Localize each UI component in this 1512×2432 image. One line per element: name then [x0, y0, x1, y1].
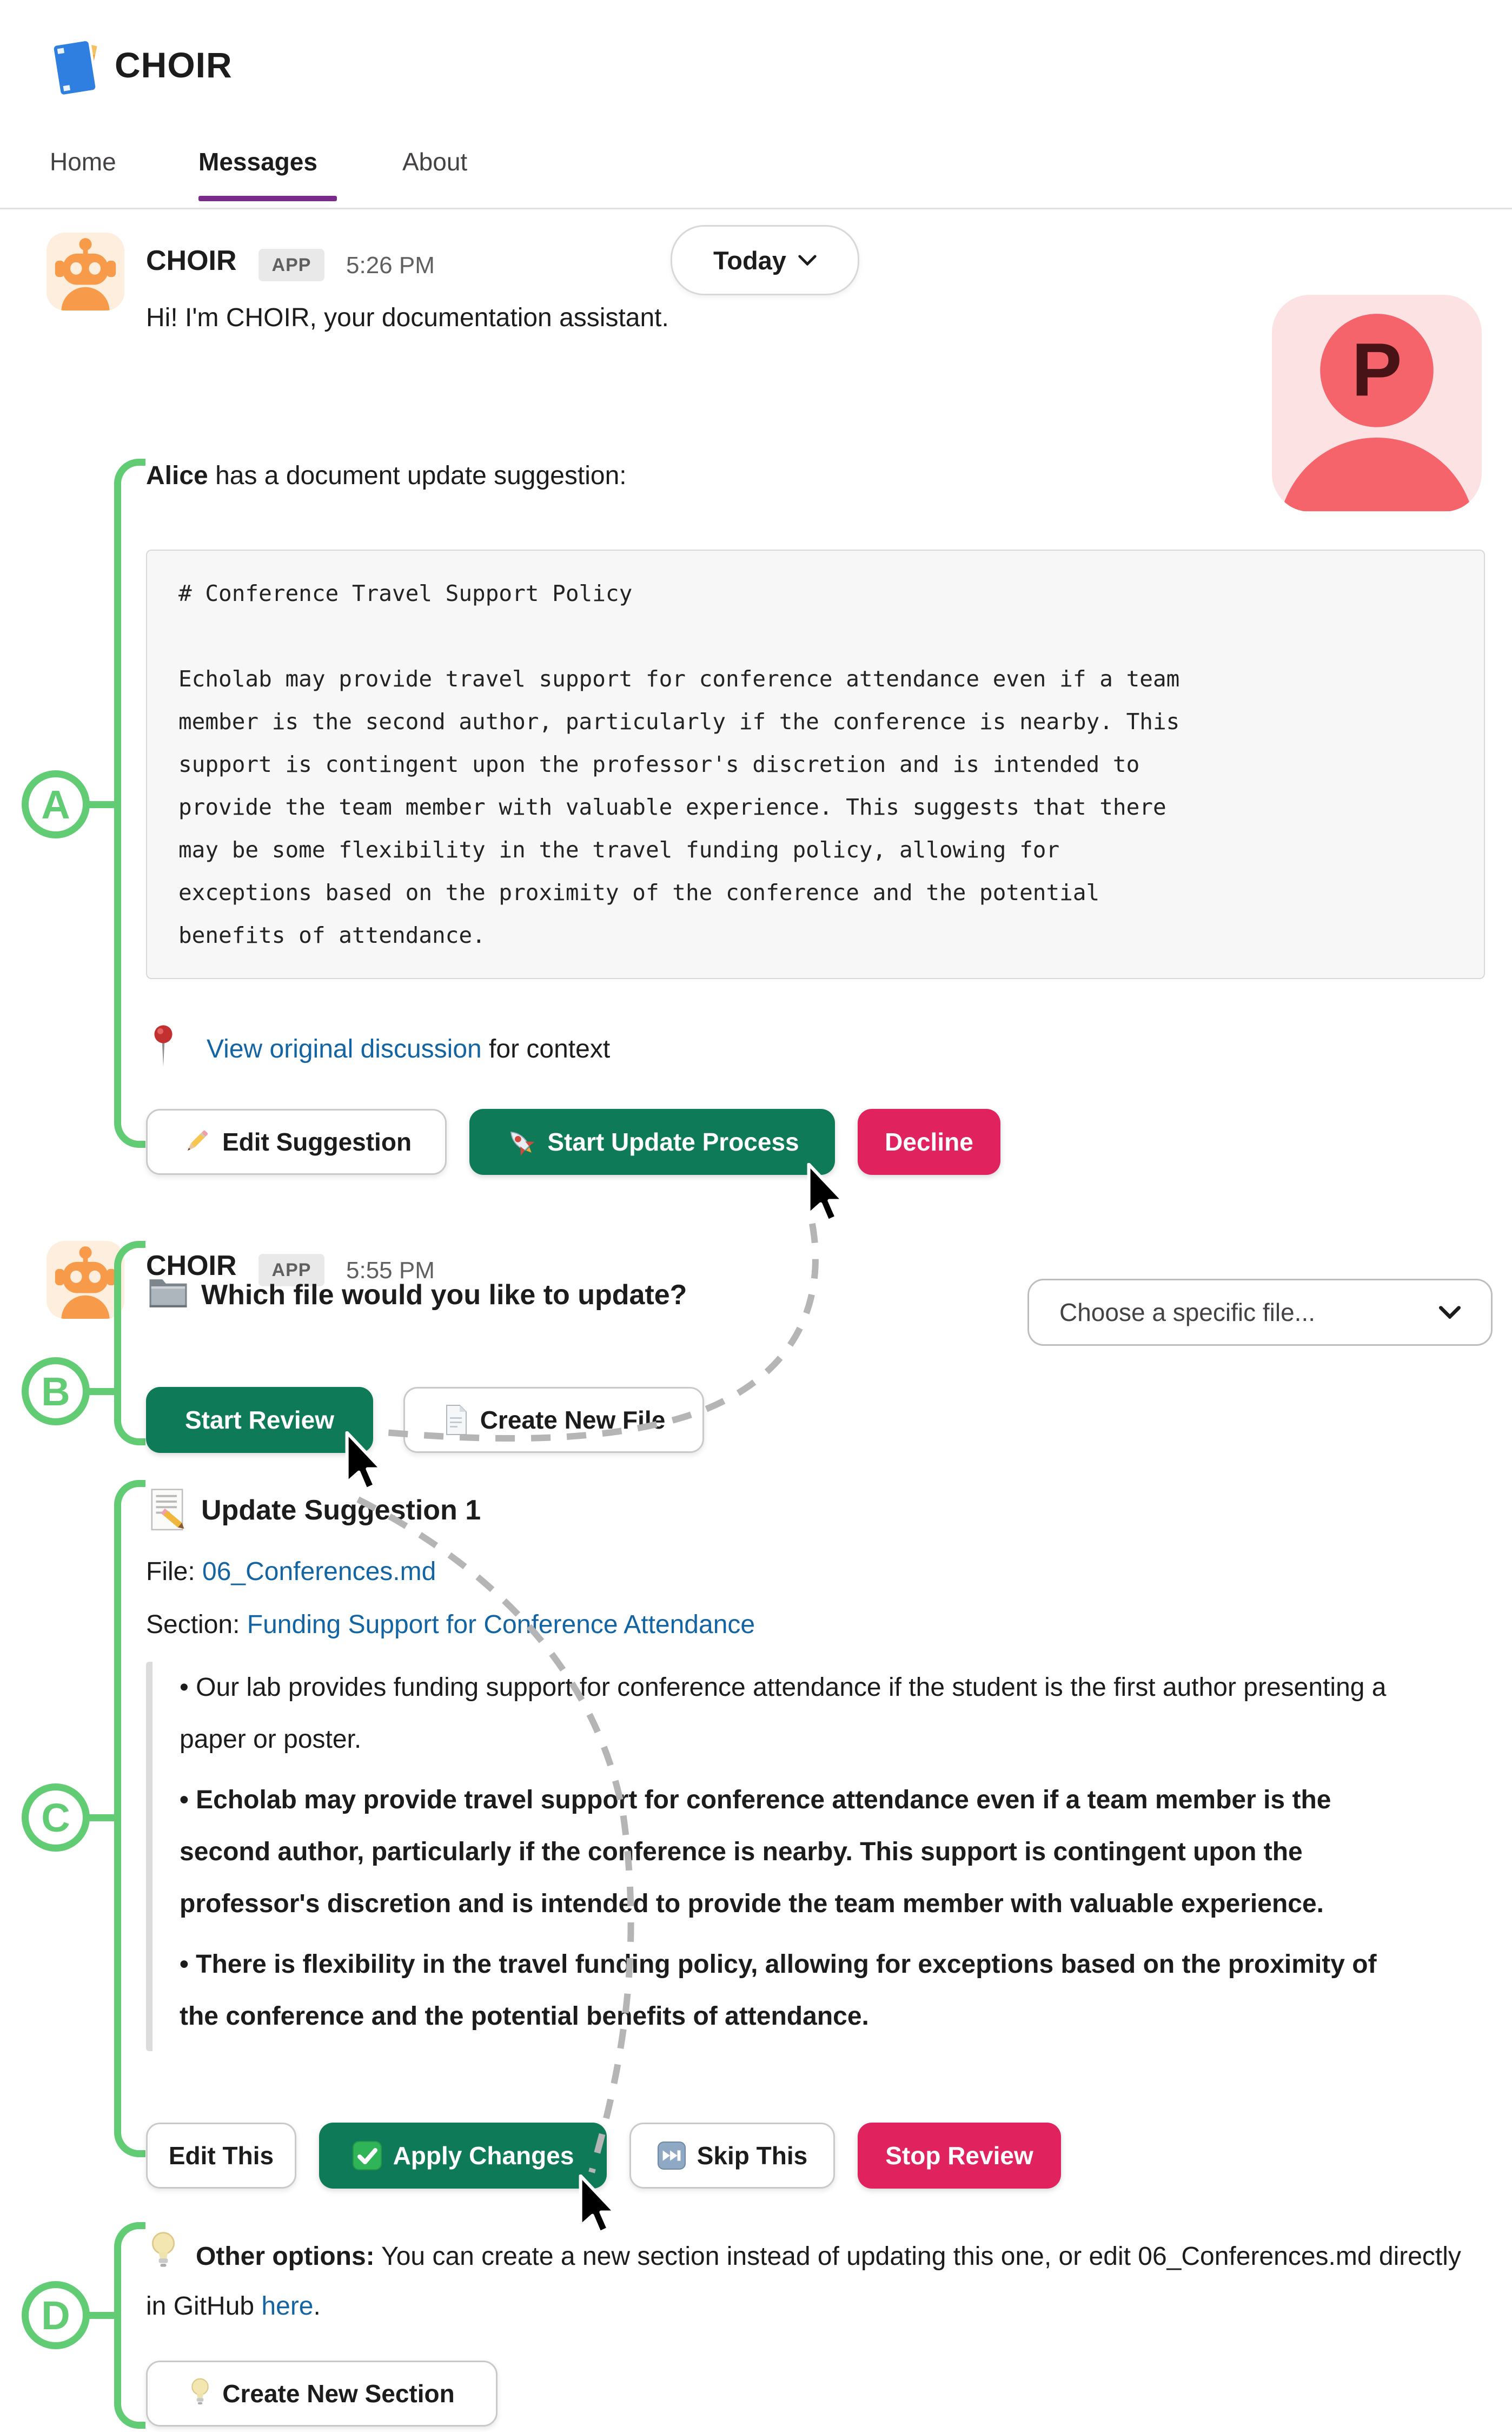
apply-changes-button[interactable]: Apply Changes — [319, 2123, 607, 2189]
app-badge: APP — [258, 1254, 324, 1286]
skip-this-button[interactable]: Skip This — [629, 2123, 835, 2189]
file-select-dropdown[interactable] — [1027, 1279, 1493, 1346]
cursor-icon — [576, 2175, 623, 2241]
file-line: File: 06_Conferences.md — [146, 1557, 436, 1586]
code-line: # Conference Travel Support Policy — [178, 580, 633, 606]
memo-icon — [145, 1486, 189, 1534]
annotation-connector-d — [85, 2312, 116, 2319]
bot-avatar — [47, 1241, 124, 1319]
annotation-connector-c — [85, 1814, 116, 1821]
cursor-icon — [343, 1431, 389, 1497]
tab-about[interactable]: About — [402, 148, 468, 176]
code-line: provide the team member with valuable experience. This suggests that there — [178, 794, 1166, 820]
edit-suggestion-button[interactable]: Edit Suggestion — [146, 1109, 447, 1175]
chevron-down-icon — [1439, 1306, 1461, 1319]
check-mark-icon — [352, 2140, 382, 2171]
start-review-button[interactable]: Start Review — [146, 1387, 373, 1453]
context-line: View original discussion for context — [207, 1035, 611, 1063]
new-file-icon — [442, 1403, 469, 1437]
pencil-icon — [181, 1127, 211, 1157]
code-line: member is the second author, particularly if the conference is nearby. This — [178, 709, 1180, 735]
annotation-label-c: C — [22, 1783, 90, 1852]
message-timestamp: 5:55 PM — [346, 1257, 435, 1284]
date-divider-pill[interactable] — [671, 225, 859, 295]
bot-avatar — [47, 233, 124, 310]
annotation-label-a: A — [22, 770, 90, 838]
create-new-file-button[interactable]: Create New File — [403, 1387, 704, 1453]
code-line: support is contingent upon the professor's discretion and is intended to — [178, 751, 1140, 777]
robot-icon — [47, 233, 124, 310]
chevron-down-icon — [798, 255, 817, 266]
profile-avatar — [1272, 295, 1482, 512]
quote-bullet: • Our lab provides funding support for conference attendance if the student is the first author presenting a paper or poster. — [180, 1673, 1387, 1754]
bot-name: CHOIR — [146, 1250, 237, 1281]
tab-messages[interactable]: Messages — [198, 148, 317, 176]
tab-home[interactable]: Home — [50, 148, 116, 176]
robot-icon — [47, 1241, 124, 1319]
light-bulb-icon — [189, 2376, 211, 2411]
suggested-text-quote — [146, 1662, 1422, 2051]
annotation-connector-b — [85, 1388, 116, 1395]
suggestion-intro: Alice has a document update suggestion: — [146, 461, 627, 490]
update-suggestion-title: Update Suggestion 1 — [201, 1495, 481, 1526]
decline-button[interactable]: Decline — [858, 1109, 1000, 1175]
quote-bullet: • There is flexibility in the travel funding policy, allowing for exceptions based on the proximity of the conference and the potential benefits of attendance. — [180, 1950, 1377, 2031]
app-title: CHOIR — [115, 45, 233, 85]
choir-logo-icon — [47, 34, 111, 102]
date-label: Today — [713, 246, 786, 275]
edit-this-button[interactable]: Edit This — [146, 2123, 296, 2189]
annotation-label-d: D — [22, 2281, 90, 2349]
github-here-link[interactable]: here — [261, 2292, 314, 2321]
code-line — [178, 615, 1453, 658]
annotation-bracket-a — [114, 459, 145, 1148]
header-divider — [0, 208, 1512, 209]
code-line: may be some flexibility in the travel funding policy, allowing for — [178, 837, 1060, 863]
code-line: Echolab may provide travel support for conference attendance even if a team — [178, 666, 1180, 692]
annotation-bracket-d — [114, 2222, 145, 2429]
author-name: Alice — [146, 461, 208, 490]
stop-review-button[interactable]: Stop Review — [858, 2123, 1061, 2189]
create-new-section-button[interactable]: Create New Section — [146, 2361, 498, 2427]
folder-icon — [146, 1274, 190, 1311]
bot-greeting: Hi! I'm CHOIR, your documentation assistant. — [146, 303, 669, 332]
message-timestamp: 5:26 PM — [346, 252, 435, 279]
section-link[interactable]: Funding Support for Conference Attendance — [247, 1610, 755, 1639]
annotation-label-b: B — [22, 1357, 90, 1425]
annotation-bracket-c — [114, 1480, 145, 2157]
active-tab-indicator — [198, 196, 337, 201]
cursor-icon — [805, 1163, 851, 1229]
file-question: Which file would you like to update? — [201, 1279, 687, 1311]
pushpin-icon — [151, 1023, 175, 1069]
app-badge: APP — [258, 249, 324, 281]
suggestion-code-block — [146, 550, 1485, 979]
quote-bullet: • Echolab may provide travel support for conference attendance even if a team member is the second author, particularly if the conference is nearby. This support is contingent upon the professor's discretion and is intended to provide the team member with valuable experience. — [180, 1786, 1331, 1918]
dropdown-placeholder: Choose a specific file... — [1059, 1298, 1316, 1326]
annotation-connector-a — [85, 801, 116, 808]
annotation-bracket-b — [114, 1241, 145, 1445]
fast-forward-icon — [657, 2141, 686, 2170]
rocket-icon — [505, 1126, 536, 1158]
code-line: exceptions based on the proximity of the conference and the potential — [178, 880, 1100, 906]
code-line: benefits of attendance. — [178, 922, 486, 948]
view-discussion-link[interactable]: View original discussion — [207, 1035, 482, 1063]
section-line: Section: Funding Support for Conference Attendance — [146, 1610, 755, 1639]
file-link[interactable]: 06_Conferences.md — [202, 1557, 436, 1586]
bot-name: CHOIR — [146, 245, 237, 276]
other-options-text: Other options: You can create a new section instead of updating this one, or edit 06_Conferences.md directly in GitHub here. — [146, 2242, 1461, 2321]
profile-initial: P — [1351, 327, 1402, 412]
start-update-process-button[interactable]: Start Update Process — [469, 1109, 835, 1175]
